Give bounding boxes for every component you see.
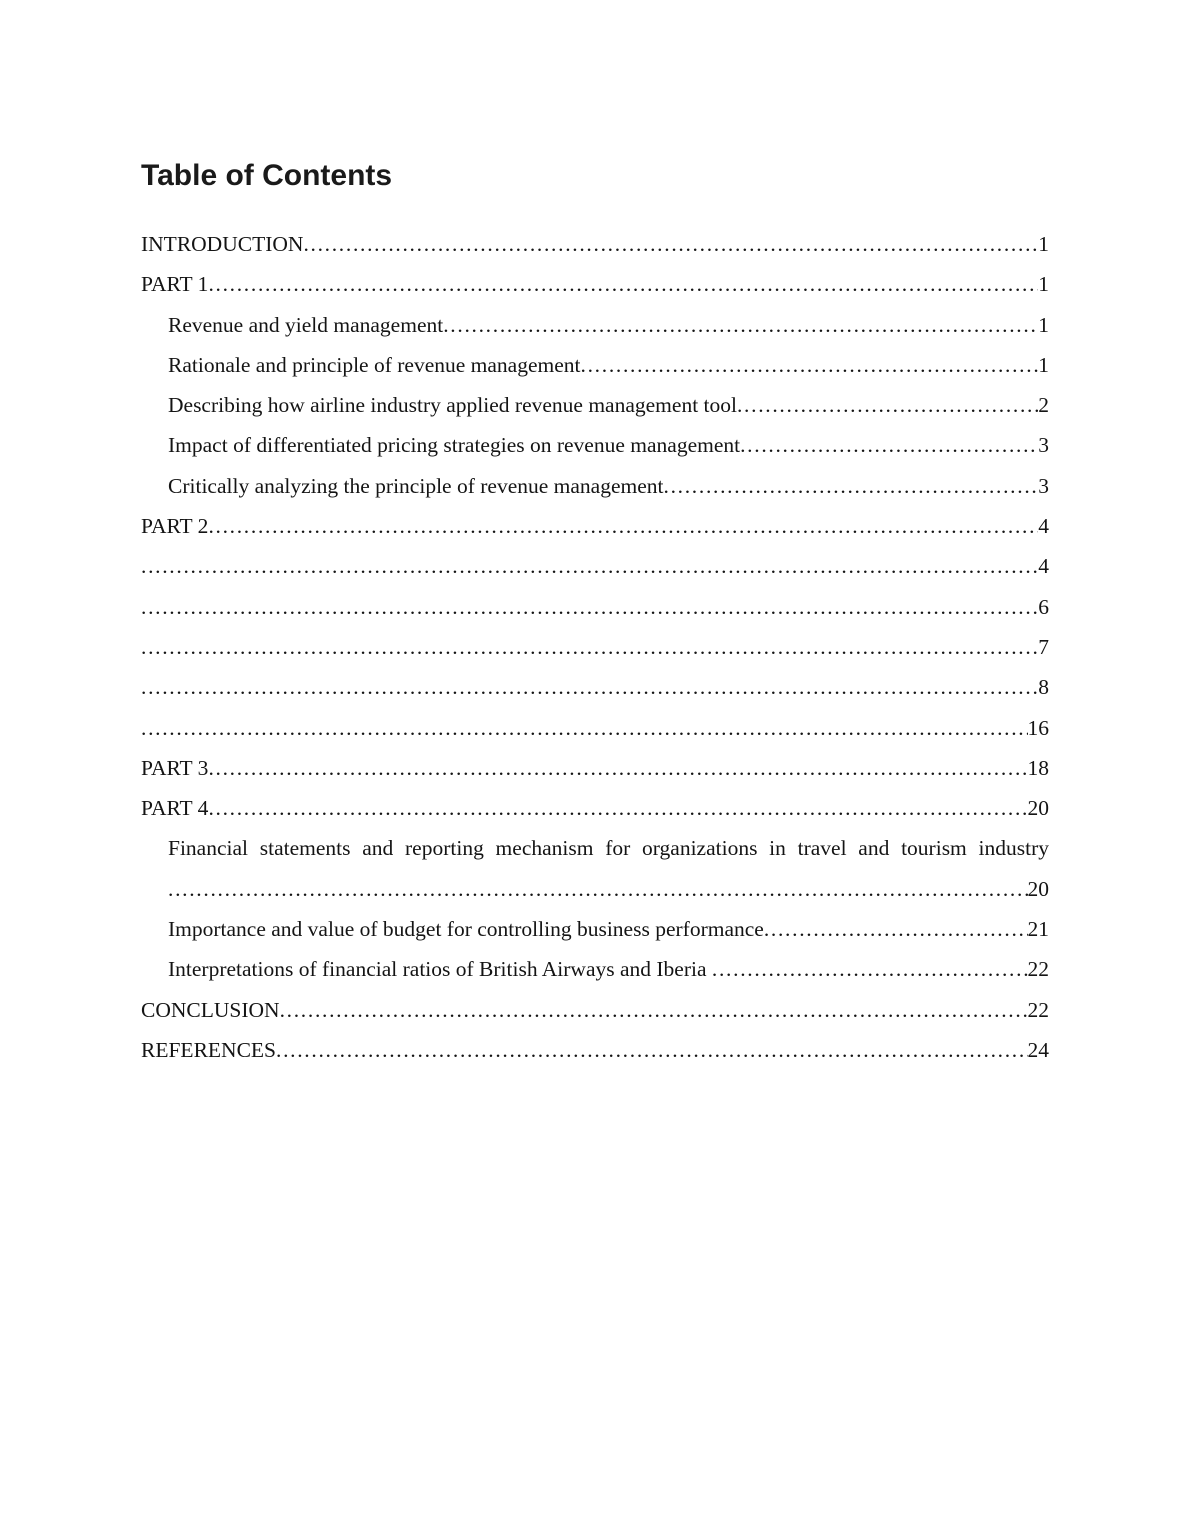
toc-entry-label: PART 1 xyxy=(141,272,209,297)
toc-dot-leader xyxy=(764,909,1028,949)
toc-entry-page-number: 1 xyxy=(1038,272,1049,297)
toc-dot-leader xyxy=(712,949,1028,989)
toc-entry-label: Revenue and yield management xyxy=(168,312,444,337)
toc-entry-page-number: 6 xyxy=(1038,594,1049,619)
toc-entry-page-number: 21 xyxy=(1027,917,1049,942)
toc-entry-label: INTRODUCTION xyxy=(141,232,304,256)
toc-entry-page-number: 7 xyxy=(1038,634,1049,659)
toc-dot-leader xyxy=(740,425,1038,465)
toc-dot-leader xyxy=(443,305,1038,345)
toc-entry-page-number: 2 xyxy=(1038,393,1049,418)
toc-entry[interactable] xyxy=(141,224,1049,264)
toc-entry[interactable] xyxy=(141,949,1049,989)
toc-entry[interactable] xyxy=(141,305,1049,345)
toc-dot-leader xyxy=(141,587,1038,627)
toc-entry-page-number: 24 xyxy=(1027,1037,1049,1062)
toc-entry-page-number: 4 xyxy=(1038,554,1049,579)
page-title: Table of Contents xyxy=(141,159,393,192)
toc-entry[interactable] xyxy=(141,788,1049,828)
toc-entry-page-number: 8 xyxy=(1038,675,1049,700)
toc-entry-page-number: 20 xyxy=(1027,796,1049,821)
toc-entry-page-number: 3 xyxy=(1038,473,1049,498)
toc-dot-leader xyxy=(141,667,1038,707)
toc-dot-leader xyxy=(168,869,1028,909)
toc-entry-page-number: 4 xyxy=(1038,514,1049,539)
toc-entry[interactable] xyxy=(141,264,1049,304)
toc-entry-page-number: 3 xyxy=(1038,433,1049,458)
toc-entry[interactable] xyxy=(141,708,1049,748)
toc-entry[interactable] xyxy=(141,748,1049,788)
toc-entry-continuation[interactable] xyxy=(141,869,1049,909)
toc-entry[interactable] xyxy=(141,909,1049,949)
toc-entry-page-number: 18 xyxy=(1027,755,1049,780)
toc-entry[interactable] xyxy=(141,587,1049,627)
toc-entry-page-number: 1 xyxy=(1038,232,1049,256)
toc-entry[interactable] xyxy=(141,990,1049,1030)
toc-entry-page-number: 20 xyxy=(1027,876,1049,901)
toc-entry[interactable] xyxy=(141,546,1049,586)
toc-entry-page-number: 16 xyxy=(1027,715,1049,740)
toc-entry[interactable] xyxy=(141,385,1049,425)
toc-entry-label: REFERENCES xyxy=(141,1037,276,1062)
toc-entry-page-number: 22 xyxy=(1027,957,1049,982)
toc-entry-label: Describing how airline industry applied revenue management tool xyxy=(168,393,737,418)
toc-dot-leader xyxy=(581,345,1039,385)
toc-dot-leader xyxy=(276,1030,1028,1070)
toc-entry[interactable] xyxy=(141,506,1049,546)
toc-entry[interactable] xyxy=(141,345,1049,385)
toc-entry-page-number: 1 xyxy=(1038,312,1049,337)
toc-dot-leader xyxy=(208,748,1027,788)
toc-dot-leader xyxy=(208,506,1038,546)
toc-dot-leader xyxy=(737,385,1038,425)
toc-dot-leader xyxy=(141,708,1028,748)
toc-entry[interactable] xyxy=(141,627,1049,667)
toc-entry[interactable] xyxy=(141,425,1049,465)
toc-entry-label: PART 3 xyxy=(141,755,209,780)
table-of-contents xyxy=(141,224,1049,1070)
toc-entry-label: Financial statements and reporting mechanism for organizations in travel and tourism industry xyxy=(168,836,1049,861)
toc-entry-label: PART 2 xyxy=(141,514,209,539)
toc-entry[interactable] xyxy=(141,667,1049,707)
toc-entry[interactable] xyxy=(141,1030,1049,1070)
toc-dot-leader xyxy=(303,224,1038,264)
toc-entry[interactable] xyxy=(141,466,1049,506)
toc-dot-leader xyxy=(141,546,1038,586)
toc-dot-leader xyxy=(208,264,1038,304)
toc-entry[interactable] xyxy=(141,828,1049,868)
toc-entry-label: Critically analyzing the principle of revenue management xyxy=(168,473,664,498)
toc-dot-leader xyxy=(141,627,1038,667)
toc-entry-label: Rationale and principle of revenue management xyxy=(168,352,581,377)
toc-entry-page-number: 22 xyxy=(1027,997,1049,1022)
toc-entry-label: CONCLUSION xyxy=(141,997,280,1022)
toc-dot-leader xyxy=(664,466,1039,506)
toc-dot-leader xyxy=(208,788,1027,828)
toc-entry-label: Interpretations of financial ratios of British Airways and Iberia xyxy=(168,957,712,982)
toc-entry-label: Importance and value of budget for controlling business performance xyxy=(168,917,764,942)
toc-entry-page-number: 1 xyxy=(1038,352,1049,377)
toc-entry-label: PART 4 xyxy=(141,796,209,821)
toc-dot-leader xyxy=(280,990,1028,1030)
toc-entry-label: Impact of differentiated pricing strategies on revenue management xyxy=(168,433,741,458)
